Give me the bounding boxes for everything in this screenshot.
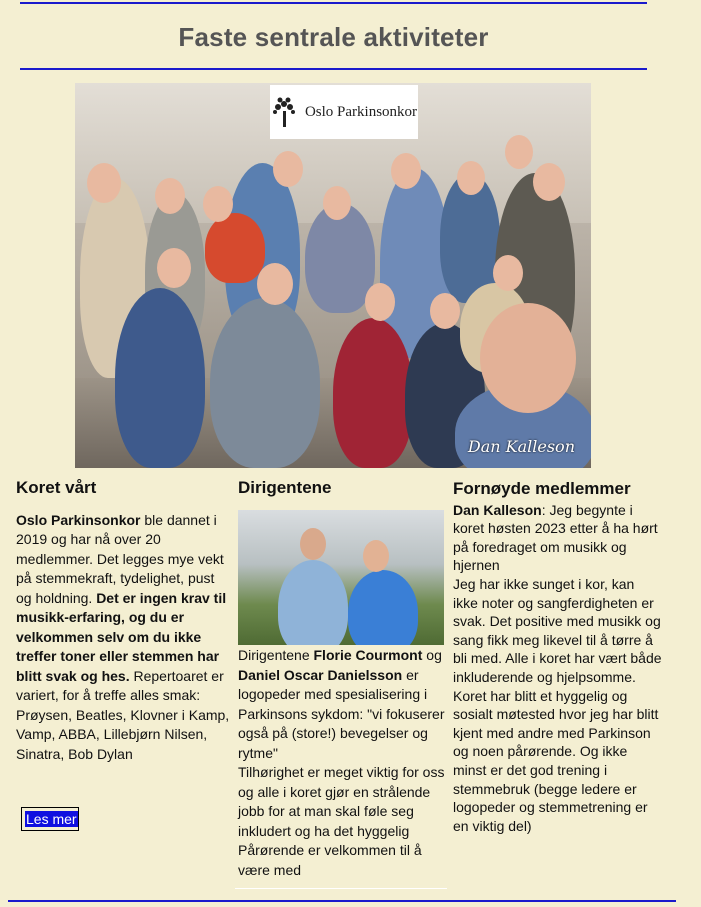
photo-face [493,255,523,291]
photo-face [363,540,389,572]
top-rule [20,2,647,4]
photo-face [430,293,460,329]
dirigentene-text [238,646,450,880]
dirigentene-intro: Dirigentene [238,647,314,663]
choir-logo-text: Oslo Parkinsonkor [304,103,418,120]
koret-repertoire: Repertoaret er variert, for å treffe alles smak: Prøysen, Beatles, Klovner i Kamp, Vamp, ABBA, Lillebjørn Nilsen, Sinatra, Bob Dylan [16,667,230,762]
medlemmer-heading: Fornøyde medlemmer [453,479,631,498]
photo-face [257,263,293,305]
title-rule [20,68,647,70]
column-koret [16,478,230,764]
dirigentene-og: og [422,647,442,663]
choir-logo [270,85,418,139]
column-divider [235,888,447,889]
dirigentene-belonging: Tilhørighet er meget viktig for oss og alle i koret gjør en strålende jobb for at man skal føle seg inkludert og ha det hyggelig Pårørende er velkommen til å være med [238,764,445,878]
column-dirigentene [238,478,450,498]
photo-face [391,153,421,189]
photo-person [115,288,205,468]
tree-logo-icon [271,95,299,129]
photo-face [273,151,303,187]
page-title: Faste sentrale aktiviteter [178,22,489,52]
bottom-rule [8,900,676,902]
choir-name: Oslo Parkinsonkor [16,511,141,528]
column-medlemmer [453,480,663,835]
photo-person [333,318,413,468]
member-testimonial: Jeg har ikke sunget i kor, kan ikke noter og sangferdigheten er svak. Det positive med musikk og sang fikk meg likevel til å tørre å bli med. Alle i koret har vært både inkluderende og hjelpsomme. Koret har blitt et hyggelig og sosialt møtested hvor jeg har blitt kjent med andre med Parkinson og noen pårørende. Og ikke minst er det god trening i stemmebruk (begge ledere er logopeder og stemmetrening er en viktig del) [453,575,662,834]
dirigentene-description: er logopeder med spesialisering i Parkinsons sykdom: "vi fokuserer også på (store!) bevegelser og rytme" [238,666,445,761]
photo-face [300,528,326,560]
choir-group-photo [75,83,591,468]
photo-person [348,570,418,645]
photo-face [155,178,185,214]
member-intro: : Jeg begynte i koret høsten 2023 etter å ha hørt på foredraget om musikk og hjernen [453,501,658,574]
conductors-photo [238,510,444,645]
photo-face [87,163,121,203]
les-mer-button[interactable] [21,807,79,831]
photo-person [278,560,348,645]
photo-person [210,298,320,468]
koret-paragraph-1 [16,511,230,765]
les-mer-label: Les mer [26,811,77,827]
photo-face [365,283,395,321]
conductor-name-1: Florie Courmont [313,647,423,663]
dirigentene-heading: Dirigentene [238,478,332,497]
photo-face [533,163,565,201]
koret-requirements: Det er ingen krav til musikk-erfaring, og du er velkommen selv om du ikke treffer toner eller stemmen har blitt svak og hes. [16,589,227,684]
photo-face [203,186,233,222]
koret-heading: Koret vårt [16,478,97,497]
koret-intro: ble dannet i 2019 og har nå over 20 medlemmer. Det legges mye vekt på stemmekraft, tydelighet, pust og holdning. [16,511,224,606]
photo-person [205,213,265,283]
photo-face [323,186,351,220]
conductor-name-2: Daniel Oscar Danielsson [238,666,403,683]
photo-signature: Dan Kalleson [467,437,575,456]
member-name: Dan Kalleson [453,501,542,518]
photo-face [505,135,533,169]
photo-face [157,248,191,288]
photo-face [480,303,576,413]
photo-face [457,161,485,195]
